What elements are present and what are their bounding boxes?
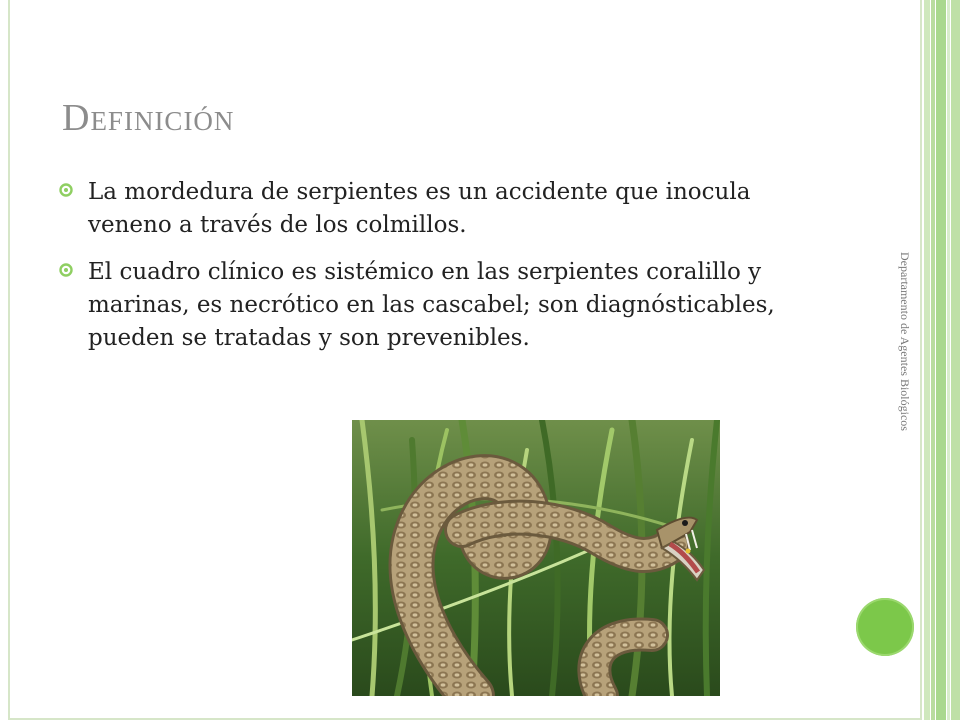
side-stripes — [924, 0, 960, 720]
bullet-list — [58, 176, 798, 369]
footer-department: Departamento de Agentes Biológicos — [898, 252, 912, 431]
bullet-text: La mordedura de serpientes es un accidente que inocula veneno a través de los colmillos. — [88, 179, 751, 238]
stripe — [947, 0, 950, 720]
bullet-text: El cuadro clínico es sistémico en las serpientes coralillo y marinas, es necrótico en las cascabel; son diagnósticables, pueden se tratadas y son prevenibles. — [88, 259, 775, 351]
bullet-item — [58, 256, 798, 355]
slide-title: Definición — [62, 97, 235, 139]
stripe — [931, 0, 935, 720]
rattlesnake-photo — [352, 420, 720, 696]
stripe — [924, 0, 930, 720]
bullet-item — [58, 176, 798, 242]
ring-bullet-icon — [58, 262, 74, 278]
ring-bullet-icon — [58, 182, 74, 198]
green-circle-decoration — [856, 598, 914, 656]
stripe — [936, 0, 946, 720]
stripe — [951, 0, 960, 720]
